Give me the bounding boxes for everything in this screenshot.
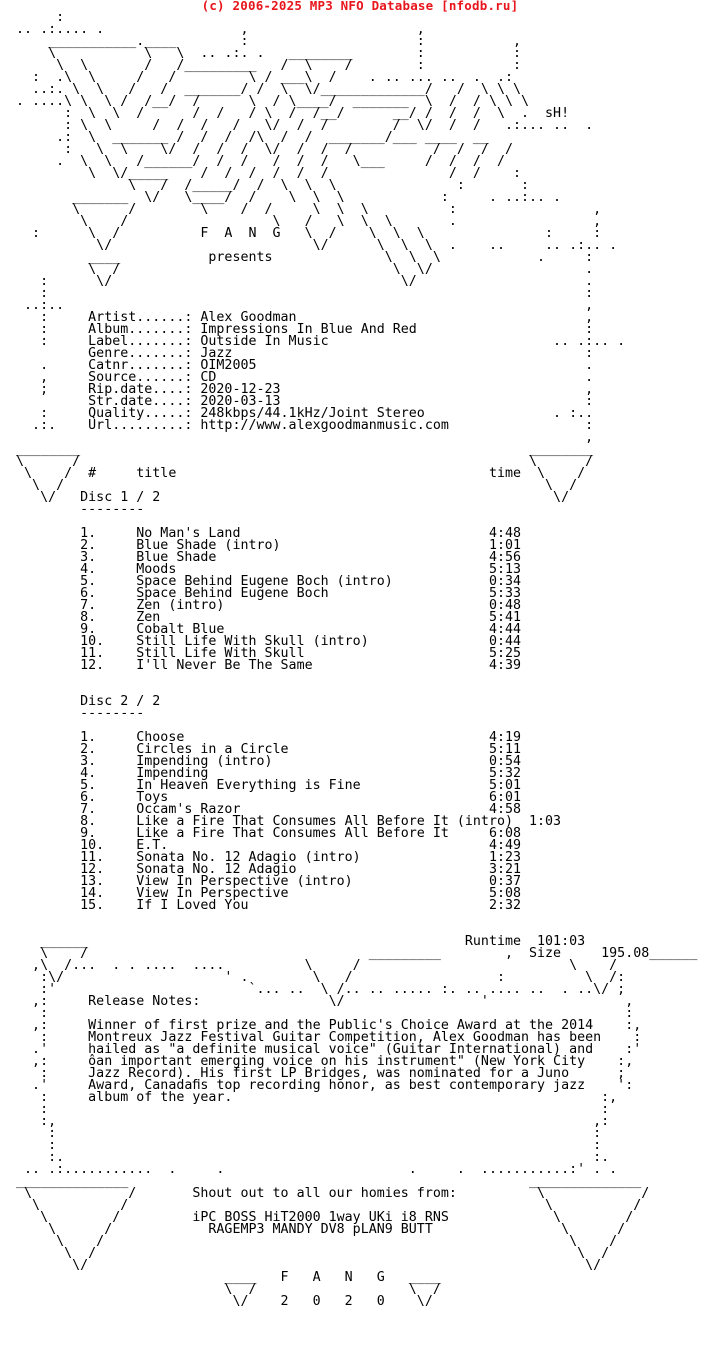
nfo-line: 9. Cobalt Blue 4:44	[0, 622, 522, 637]
nfo-line: ___________.____ : : ,	[0, 34, 522, 49]
nfo-line: 6. Toys 6:01	[0, 790, 522, 805]
nfo-line: .. .:........... . . . . ...........:' . .	[0, 1162, 618, 1177]
nfo-line: ,	[0, 430, 594, 445]
nfo-line: Str.date....: 2020-03-13 :	[0, 394, 594, 409]
nfo-line: .:. Url.........: http://www.alexgoodmanmusic.com :	[0, 418, 594, 433]
nfo-line: \ / \ /	[0, 1198, 642, 1213]
nfo-line: , Source......: CD .	[0, 370, 594, 385]
nfo-line: . \ \ /______/ / / / / / \___ / / / /	[0, 154, 505, 169]
nfo-line: ________ ________	[0, 442, 594, 457]
nfo-line: \ / \ /	[0, 1234, 618, 1249]
nfo-line: \ / \ / \ \ \ . ,	[0, 214, 602, 229]
nfo-line: . Catnr.......: OIM2005 .	[0, 358, 594, 373]
nfo-line: 10. Still Life With Skull (intro) 0:44	[0, 634, 522, 649]
nfo-line: : \ \ \/ / / / \/ / / / / / / /	[0, 142, 513, 157]
nfo-line: 10. E.T. 4:49	[0, 838, 522, 853]
nfo-line: : Label.......: Outside In Music .. .:.. .	[0, 334, 626, 349]
nfo-line: \ / \ /	[0, 1246, 610, 1261]
nfo-line: \ / Shout out to all our homies from: \ /	[0, 1186, 650, 1201]
nfo-line: :	[0, 10, 65, 25]
nfo-line: : \ / F A N G \ / \ \ \ : :	[0, 226, 602, 241]
nfo-line: : :	[0, 286, 594, 301]
nfo-line: 2. Circles in a Circle 5:11	[0, 742, 522, 757]
nfo-line: Disc 2 / 2	[0, 694, 161, 709]
nfo-line: \ \ \ .. .:. . ________ : :	[0, 46, 522, 61]
nfo-line: 13. View In Perspective (intro) 0:37	[0, 874, 522, 889]
nfo-line: \ / \ \/ .	[0, 262, 594, 277]
nfo-line: ______________ ______________	[0, 1174, 642, 1189]
nfo-line: : Montreux Jazz Festival Guitar Competition, Alex Goodman has been :	[0, 1030, 642, 1045]
nfo-line: : :	[0, 1006, 634, 1021]
nfo-line: ,: Release Notes: \/ ' ,	[0, 994, 634, 1009]
nfo-line: 7. Occam's Razor 4:58	[0, 802, 522, 817]
nfo-line: ,: Winner of first prize and the Public's Choice Award at the 2014 :,	[0, 1018, 642, 1033]
nfo-line: \ \/_____ / / / / / / / / :	[0, 166, 522, 181]
nfo-line: : Jazz Record). His first LP Bridges, was nominated for a Juno ;	[0, 1066, 626, 1081]
nfo-line: 9. Like a Fire That Consumes All Before It 6:08	[0, 826, 522, 841]
nfo-line: \ / # title time \ /	[0, 466, 586, 481]
nfo-line: 4. Impending 5:32	[0, 766, 522, 781]
nfo-line: \ \ / /_________ / \ / : :	[0, 58, 522, 73]
nfo-line: .' hailed as "a definite musical voice" (Guitar International) and :'	[0, 1042, 642, 1057]
nfo-line: 8. Like a Fire That Consumes All Before It (intro) 1:03	[0, 814, 562, 829]
nfo-line: \/ Disc 1 / 2 \/	[0, 490, 570, 505]
nfo-line: :. :.	[0, 1150, 610, 1165]
nfo-line: \ / _________ , Size 195.08______	[0, 946, 698, 961]
nfo-line: 12. Sonata No. 12 Adagio 3:21	[0, 862, 522, 877]
nfo-line: \ / iPC BOSS HiT2000 1way UKi i8 RNS \ /	[0, 1210, 634, 1225]
nfo-line: \ / \ /	[0, 1282, 441, 1297]
nfo-line: : :	[0, 1126, 602, 1141]
nfo-line: ,\ /... . . .... .... \ / \ /	[0, 958, 618, 973]
nfo-line: .. .:.... . , ,	[0, 22, 425, 37]
nfo-line: ____ presents \ \ \ . :	[0, 250, 594, 265]
nfo-line: \/ \/	[0, 1258, 602, 1273]
nfo-line: .: \ _______ / / / /\ / / _______/___ ____ __	[0, 130, 489, 145]
nfo-line: ______ Runtime 101:03	[0, 934, 586, 949]
nfo-line: ..:.. ,	[0, 298, 594, 313]
nfo-line: 1. No Man's Land 4:48	[0, 526, 522, 541]
nfo-line: : \ \ / / / / \ / /__/ __/ / / / \ . sH!	[0, 106, 570, 121]
nfo-line: 4. Moods 5:13	[0, 562, 522, 577]
nfo-line: \/ \/ \ \ \ . .. .. .:.. .	[0, 238, 618, 253]
nfo-line: 2. Blue Shade (intro) 1:01	[0, 538, 522, 553]
nfo-text	[0, 12, 697, 1308]
nfo-line: 15. If I Loved You 2:32	[0, 898, 522, 913]
nfo-line: : :	[0, 1138, 602, 1153]
nfo-line: 11. Sonata No. 12 Adagio (intro) 1:23	[0, 850, 522, 865]
nfo-line: ,: ôan important emerging voice on his instrument" (New York City :,	[0, 1054, 634, 1069]
nfo-line: --------	[0, 706, 145, 721]
nfo-line: : Quality.....: 248kbps/44.1kHz/Joint Stereo . :..	[0, 406, 594, 421]
nfo-line: : \ \ / / / / \/ / / / \/ / / .:... .. .	[0, 118, 594, 133]
nfo-line: 11. Still Life With Skull 5:25	[0, 646, 522, 661]
nfo-line: \ / \ /	[0, 478, 578, 493]
nfo-line: : Artist......: Alex Goodman ,	[0, 310, 594, 325]
nfo-line: : Album.......: Impressions In Blue And Red :	[0, 322, 594, 337]
site-header: (c) 2006-2025 MP3 NFO Database [nfodb.ru]	[201, 0, 519, 13]
nfo-line: ____ F A N G ____	[0, 1270, 441, 1285]
nfo-line: :, ,:	[0, 1114, 610, 1129]
nfo-line: 7. Zen (intro) 0:48	[0, 598, 522, 613]
nfo-line: . ....\ \ \ / /__/ / \ / \____/ _______ \ / / \ \ \	[0, 94, 530, 109]
nfo-line: :' `... .. \ /.. .. ..... :. .. .... .. . ..\/ ;	[0, 982, 626, 997]
nfo-line: ..:. \ \ / / _______/ / \ \/_____________/ / \ \ \	[0, 82, 522, 97]
nfo-line: _______ \/ \____/ / \ \ \ : . ..:.. .	[0, 190, 562, 205]
nfo-line: .' Award, Canadaﬁs top recording honor, as best contemporary jazz ':	[0, 1078, 634, 1093]
nfo-line: \ / \ /	[0, 454, 594, 469]
nfo-line: : .\ \ / / \ / ___\ / . .. ... .. . .:	[0, 70, 513, 85]
nfo-line: :\/ ' . \ / : \ /:	[0, 970, 626, 985]
nfo-line: Genre.......: Jazz :	[0, 346, 594, 361]
nfo-line: 3. Impending (intro) 0:54	[0, 754, 522, 769]
nfo-line: : album of the year. :,	[0, 1090, 618, 1105]
nfo-line: 12. I'll Never Be The Same 4:39	[0, 658, 522, 673]
nfo-line: ; Rip.date....: 2020-12-23 ,	[0, 382, 594, 397]
nfo-line: 14. View In Perspective 5:08	[0, 886, 522, 901]
nfo-line: --------	[0, 502, 145, 517]
nfo-line: 8. Zen 5:41	[0, 610, 522, 625]
nfo-line: \ / \ / / \ \ \ : ,	[0, 202, 602, 217]
nfo-line: : \/ \/ .	[0, 274, 594, 289]
nfo-line: : :	[0, 1102, 610, 1117]
nfo-line: \ / /_____/ / \ \ \ : :	[0, 178, 530, 193]
nfo-line: \ / RAGEMP3 MANDY DV8 pLAN9 BUTT \ /	[0, 1222, 626, 1237]
nfo-line: 1. Choose 4:19	[0, 730, 522, 745]
nfo-line: 5. Space Behind Eugene Boch (intro) 0:34	[0, 574, 522, 589]
nfo-line: 6. Space Behind Eugene Boch 5:33	[0, 586, 522, 601]
nfo-line: \/ 2 0 2 0 \/	[0, 1294, 433, 1309]
nfo-line: 5. In Heaven Everything is Fine 5:01	[0, 778, 522, 793]
nfo-line: 3. Blue Shade 4:56	[0, 550, 522, 565]
